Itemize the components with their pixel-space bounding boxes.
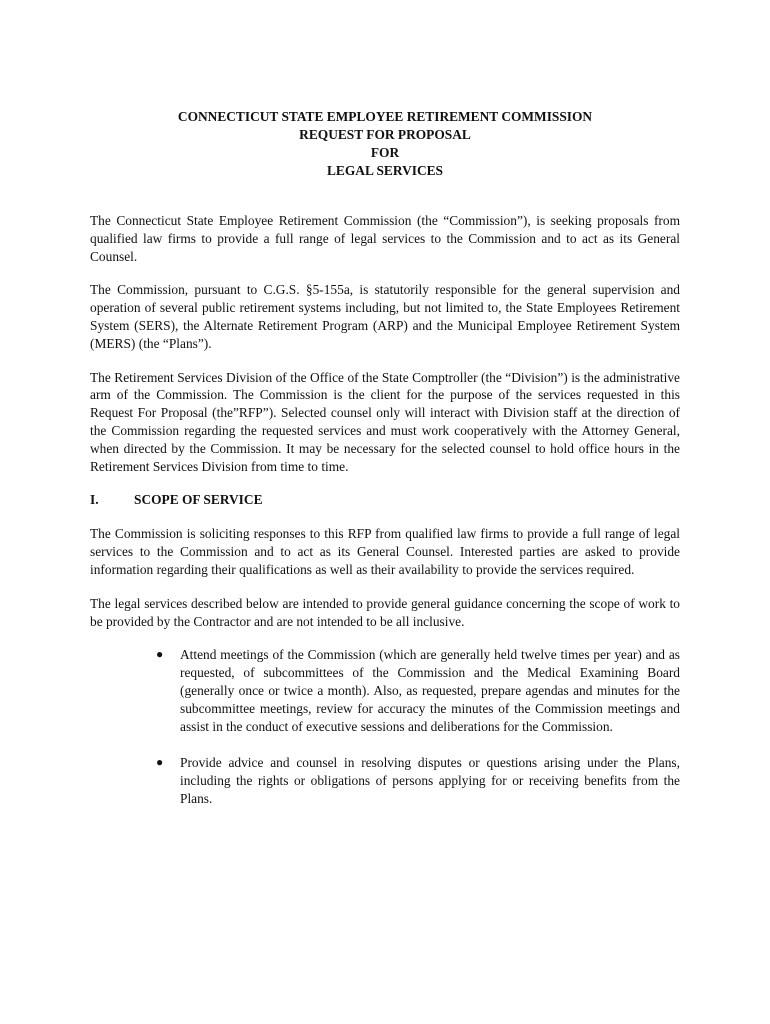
service-bullet-list: [90, 646, 680, 807]
title-line-legal-services: LEGAL SERVICES: [327, 163, 443, 178]
document-title: [90, 108, 680, 180]
list-item: [156, 646, 680, 735]
list-item: [156, 754, 680, 807]
title-line-for: FOR: [370, 145, 400, 160]
statutory-paragraph: The Commission, pursuant to C.G.S. §5-155a, is statutorily responsible for the general supervision and operation of several public retirement systems including, but not limited to, the State Employees Retirement System (SERS), the Alternate Retirement Program (ARP) and the Municipal Employee Retirement System (MERS) (the “Plans”).: [90, 282, 680, 351]
section-number: I.: [90, 492, 99, 508]
bullet-text-meetings: Attend meetings of the Commission (which are generally held twelve times per year) and as requested, of subcommittees of the Commission and the Medical Examining Board (generally once or twice a month). Also, as requested, prepare agendas and minutes for the subcommittee meetings, review for accuracy the minutes of the Commission meetings and assist in the conduct of executive sessions and deliberations for the Commission.: [180, 647, 680, 734]
bullet-text-advice: Provide advice and counsel in resolving disputes or questions arising under the Plans, including the rights or obligations of persons applying for or receiving benefits from the Plans.: [180, 755, 680, 806]
section-heading: [90, 491, 680, 509]
intro-paragraph: The Connecticut State Employee Retirement Commission (the “Commission”), is seeking proposals from qualified law firms to provide a full range of legal services to the Commission and to act as its General Counsel.: [90, 213, 680, 264]
title-line-rfp: REQUEST FOR PROPOSAL: [299, 127, 471, 142]
bullet-icon: ●: [156, 755, 164, 770]
scope-paragraph: The Commission is soliciting responses to this RFP from qualified law firms to provide a full range of legal services to the Commission and to act as its General Counsel. Interested parties are asked to provide information regarding their qualifications as well as their availability to provide the services required.: [90, 526, 680, 577]
guidance-paragraph: The legal services described below are intended to provide general guidance concerning the scope of work to be provided by the Contractor and are not intended to be all inclusive.: [90, 595, 680, 629]
bullet-icon: ●: [156, 647, 164, 662]
division-paragraph: The Retirement Services Division of the Office of the State Comptroller (the “Division”) is the administrative arm of the Commission. The Commission is the client for the purpose of the services requested in this Request For Proposal (the”RFP”). Selected counsel only will interact with Division staff at the direction of the Commission regarding the requested services and must work cooperatively with the Attorney General, when directed by the Commission. It may be necessary for the selected counsel to hold office hours in the Retirement Services Division from time to time.: [90, 369, 680, 474]
section-title: SCOPE OF SERVICE: [134, 492, 263, 508]
document-page: [90, 108, 680, 827]
title-line-commission: CONNECTICUT STATE EMPLOYEE RETIREMENT COMMISSION: [177, 109, 593, 124]
